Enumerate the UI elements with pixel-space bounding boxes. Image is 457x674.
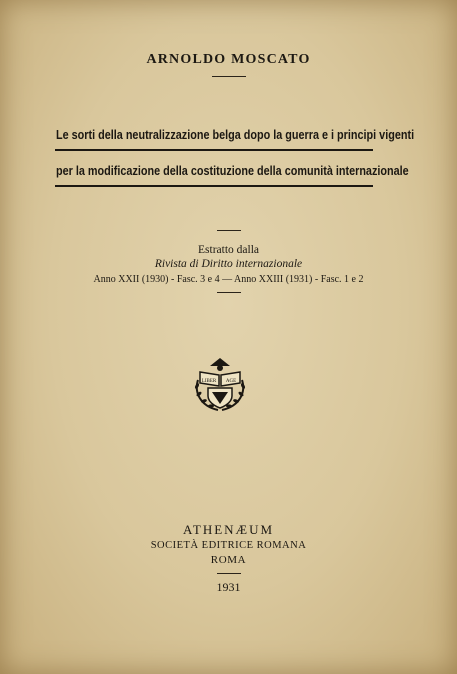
emblem-left-text: LIBER (201, 379, 217, 384)
publisher-divider (217, 573, 241, 574)
journal-name: Rivista di Diritto internazionale (154, 258, 303, 270)
title-underline-2 (55, 185, 373, 187)
book-shield-emblem-icon (188, 352, 252, 416)
publisher-name: ATHENÆUM (182, 522, 275, 537)
title-line-2: per la modificazione della costituzione della comunità internazionale (56, 164, 409, 178)
extract-divider-bottom (217, 292, 241, 293)
title-underline-1 (55, 149, 373, 151)
title-line-1: Le sorti della neutralizzazione belga dopo la guerra e i principi vigenti (56, 128, 415, 142)
emblem-right-text: AGE (225, 379, 237, 384)
publisher-city: ROMA (210, 554, 247, 566)
journal-issues: Anno XXII (1930) - Fasc. 3 e 4 — Anno XXIII (1931) - Fasc. 1 e 2 (93, 274, 364, 285)
author-divider (212, 76, 246, 77)
extract-divider-top (217, 230, 241, 231)
extract-label: Estratto dalla (198, 244, 259, 256)
publisher-company: SOCIETÀ EDITRICE ROMANA (150, 540, 307, 551)
publication-year: 1931 (216, 580, 241, 594)
author-name: ARNOLDO MOSCATO (146, 52, 311, 67)
